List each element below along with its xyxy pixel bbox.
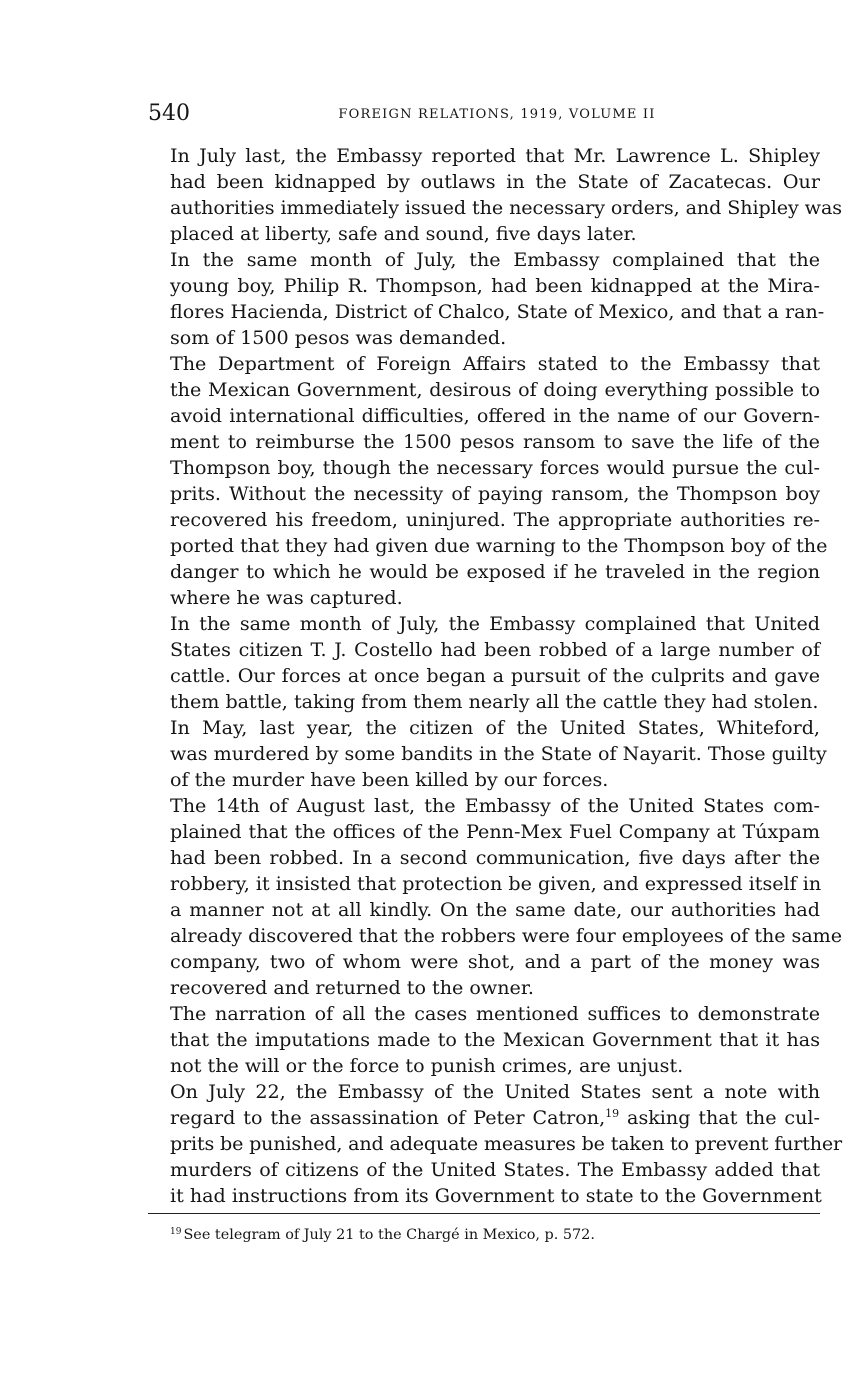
paragraph [148,1079,842,1209]
text-line: prits. Without the necessity of paying ransom, the Thompson boy [170,482,820,505]
text-line: it had instructions from its Government to state to the Government [170,1184,822,1207]
text-line: cattle. Our forces at once began a pursuit of the culprits and gave [170,664,820,687]
text-line: In the same month of July, the Embassy complained that the [170,248,820,271]
paragraph [148,143,842,247]
paragraph [148,611,820,715]
text-line: In July last, the Embassy reported that Mr. Lawrence L. Shipley [170,144,820,167]
paragraph [148,793,842,1001]
text-line: that the imputations made to the Mexican Government that it has [170,1028,820,1051]
text-segment: asking that the cul- [619,1106,820,1129]
text-line: In May, last year, the citizen of the United States, Whiteford, [170,716,820,739]
text-line: som of 1500 pesos was demanded. [170,326,507,349]
page-number: 540 [148,101,190,126]
text-line: robbery, it insisted that protection be given, and expressed itself in [170,872,822,895]
text-line: had been kidnapped by outlaws in the State of Zacatecas. Our [170,170,820,193]
text-segment: regard to the assassination of Peter Catron, [170,1106,606,1129]
text-line: flores Hacienda, District of Chalco, State of Mexico, and that a ran- [170,300,825,323]
text-line: where he was captured. [170,586,403,609]
paragraph [148,715,827,793]
running-head [148,100,820,130]
text-line: them battle, taking from them nearly all the cattle they had stolen. [170,690,819,713]
paragraph [148,1001,820,1079]
body-text [148,143,842,1209]
text-line: States citizen T. J. Costello had been robbed of a large number of [170,638,820,661]
footnote-reference[interactable]: 19 [605,1107,620,1120]
text-line: prits be punished, and adequate measures be taken to prevent further [170,1132,842,1155]
text-line: The Department of Foreign Affairs stated to the Embassy that [170,352,820,375]
text-line: plained that the offices of the Penn-Mex Fuel Company at Túxpam [170,820,820,843]
footnote-mark: 19 [170,1227,182,1237]
footnote-text: See telegram of July 21 to the Chargé in Mexico, p. 572. [183,1227,595,1243]
text-line: young boy, Philip R. Thompson, had been kidnapped at the Mira- [170,274,820,297]
paragraph [148,351,828,611]
text-line: was murdered by some bandits in the State of Nayarit. Those guilty [170,742,827,765]
text-line: recovered his freedom, uninjured. The appropriate authorities re- [170,508,820,531]
footnote-divider [148,1213,820,1214]
text-line: not the will or the force to punish crimes, are unjust. [170,1054,684,1077]
text-line: recovered and returned to the owner. [170,976,534,999]
footnote [170,1224,820,1246]
text-line: Thompson boy, though the necessary forces would pursue the cul- [170,456,820,479]
text-line: The narration of all the cases mentioned suffices to demonstrate [170,1002,820,1025]
text-line: ported that they had given due warning to the Thompson boy of the [170,534,828,557]
text-line: The 14th of August last, the Embassy of the United States com- [170,794,820,817]
text-line: the Mexican Government, desirous of doing everything possible to [170,378,820,401]
running-title: FOREIGN RELATIONS, 1919, VOLUME II [338,107,656,122]
text-line: avoid international difficulties, offered in the name of our Govern- [170,404,820,427]
text-line: had been robbed. In a second communication, five days after the [170,846,820,869]
text-line: of the murder have been killed by our forces. [170,768,609,791]
text-line: On July 22, the Embassy of the United States sent a note with [170,1080,820,1103]
text-line: ment to reimburse the 1500 pesos ransom to save the life of the [170,430,820,453]
text-line: placed at liberty, safe and sound, five days later. [170,222,637,245]
text-line: a manner not at all kindly. On the same date, our authorities had [170,898,820,921]
text-line-with-footnote-ref [148,1105,820,1131]
text-line: authorities immediately issued the necessary orders, and Shipley was [170,196,842,219]
text-line: already discovered that the robbers were four employees of the same [170,924,842,947]
text-line: danger to which he would be exposed if he traveled in the region [170,560,820,583]
text-line: murders of citizens of the United States. The Embassy added that [170,1158,820,1181]
paragraph [148,247,825,351]
text-line: company, two of whom were shot, and a part of the money was [170,950,820,973]
text-line: In the same month of July, the Embassy complained that United [170,612,820,635]
